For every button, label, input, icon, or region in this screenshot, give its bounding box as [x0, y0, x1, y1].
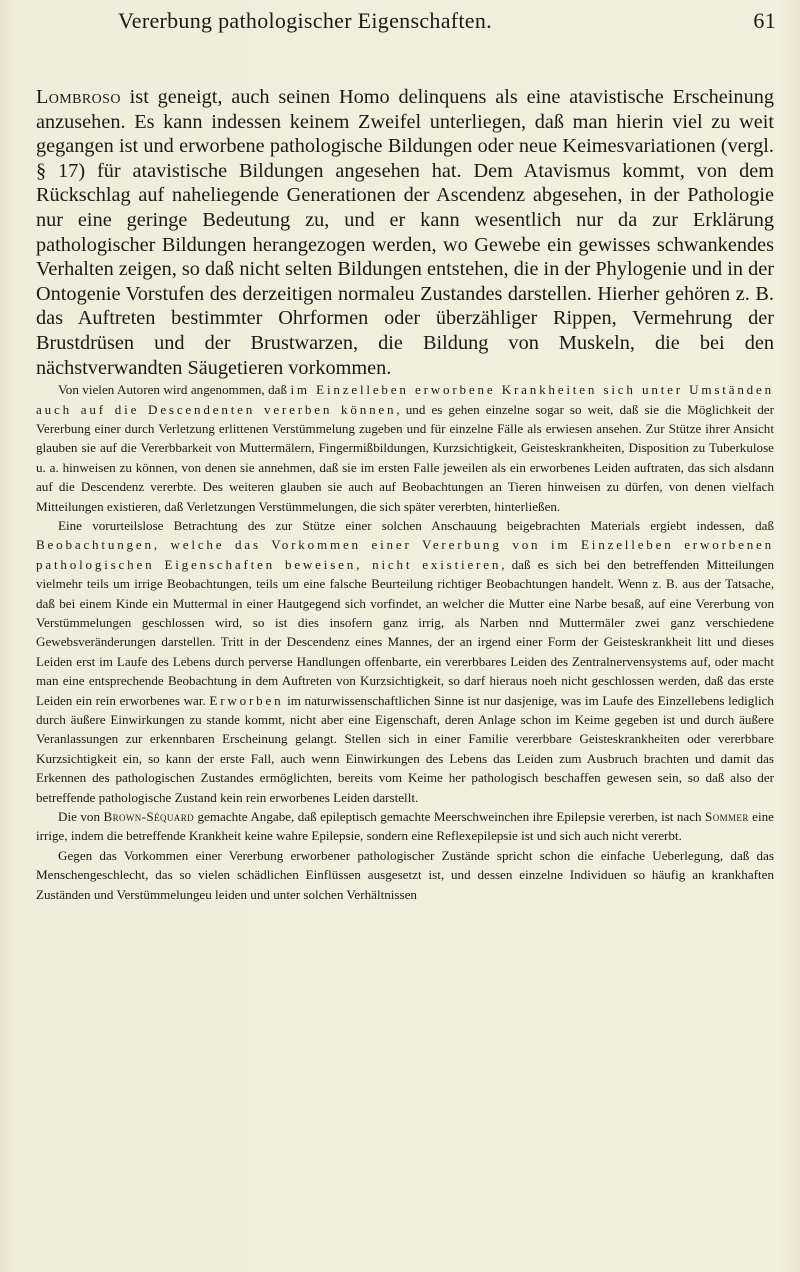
emphasized-text: Beobachtungen, welche das Vorkommen einer Vererbung von im Einzelleben erworbenen pathologischen Eigenschaften beweisen, nicht existieren [36, 537, 774, 572]
emphasized-text: Erworben [209, 692, 284, 708]
paragraph-inheritance-claims [36, 380, 774, 516]
paragraph-text: , und es gehen einzelne sogar so weit, daß sie die Möglichkeit der Vererbung einer durch Verletzung erlittenen Verstümmelung zugeben und für einzelne Fälle als erwiesen ansehen. Zur Stütze ihrer Ansicht glauben sie auf die Vererbbarkeit von Muttermälern, Fingermißbildungen, Kurzsichtigkeit, Geisteskrankheiten, Disposition zu Tuberkulose u. a. hinweisen zu können, von denen sie annehmen, daß sie im ersten Falle jeweilen als ein erworbenes Leiden auftraten, das sich alsdann auf die Descendenz vererbte. Des weiteren glauben sie auch auf Beobachtungen an Tieren hinweisen zu dürfen, von denen vielfach Mitteilungen existieren, daß Verletzungen Verstümmelungen, die sich später vererbten, hinterließen. [36, 401, 774, 514]
paragraph-brown-sequard [36, 807, 774, 846]
paragraph-argument [36, 846, 774, 904]
author-name: Brown-Séquard [103, 809, 195, 825]
paragraph-critique [36, 516, 774, 807]
paragraph-text: eine irrige, indem die betreffende Krankheit keine wahre Epilepsie, sondern eine Reflexepilepsie ist und sich auch nicht vererbt. [36, 809, 774, 844]
author-name: Lombroso [36, 86, 121, 108]
author-name: Sommer [705, 809, 749, 825]
paragraph-lombroso [36, 85, 774, 380]
paragraph-text: Gegen das Vorkommen einer Vererbung erworbener pathologischer Zustände spricht schon die einfache Ueberlegung, daß das Menschengeschlecht, das so vielen schädlichen Einflüssen ausgesetzt ist, und dessen einzelne Individuen so häufig an krankhaften Zuständen und Verstümmelungeu leiden und unter solchen Verhältnissen [36, 847, 774, 902]
running-header [118, 8, 776, 38]
paragraph-text: ist geneigt, auch seinen Homo delinquens als eine atavistische Erscheinung anzusehen. Es kann indessen keinem Zweifel unterliegen, daß man hierin viel zu weit gegangen ist und erworbene pathologische Bildungen oder neue Keimesvariationen (vergl. § 17) für atavistische Bildungen angesehen hat. Dem Atavismus kommt, von dem Rückschlag auf naheliegende Generationen der Ascendenz abgesehen, in der Pathologie nur eine geringe Bedeutung zu, und er kann wesentlich nur da zur Erklärung pathologischer Bildungen herangezogen werden, wo Gewebe ein gewisses schwankendes Verhalten zeigen, so daß nicht selten Bildungen entstehen, die in der Phylogenie und in der Ontogenie Vorstufen des derzeitigen normaleu Zustandes darstellen. Hierher gehören z. B. das Auftreten bestimmter Ohrformen oder überzähliger Rippen, Vermehrung der Brustdrüsen und der Brustwarzen, die Bildung von Muskeln, die bei den nächstverwandten Säugetieren vorkommen. [36, 86, 774, 379]
page-body [36, 85, 774, 904]
paragraph-text: gemachte Angabe, daß epileptisch gemachte Meerschweinchen ihre Epilepsie vererben, ist nach [194, 809, 706, 825]
emphasized-text: im Einzelleben erworbene Krankheiten sich unter Umständen auch auf die Descendenten vererben können [36, 382, 774, 417]
paragraph-text: Eine vorurteilslose Betrachtung des zur Stütze einer solchen Anschauung beigebrachten Materials ergiebt indessen, daß [58, 517, 774, 533]
running-title: Vererbung pathologischer Eigenschaften. [118, 8, 492, 33]
page-number: 61 [753, 8, 776, 33]
paragraph-text: Von vielen Autoren wird angenommen, daß [58, 382, 291, 398]
paragraph-text: im naturwissenschaftlichen Sinne ist nur dasjenige, was im Laufe des Einzellebens lediglich durch äußere Einwirkungen zu stande kommt, nicht aber eine Eigenschaft, deren Anlage schon im Keime gegeben ist und durch äußere Veranlassungen zur erkennbaren Erscheinung gelangt. Stellen sich in einer Familie vererbbare Geisteskrankheiten oder vererbbare Kurzsichtigkeit ein, so kann der erste Fall, auch wenn Einwirkungen des Lebens das Leiden zum Ausbruch brachten und damit das Erkennen des pathologischen Zustandes ermöglichten, bereits vom Keime her pathologisch beschaffen gewesen sein, so daß also der betreffende pathologische Zustand kein rein erworbenes Leiden darstellt. [36, 692, 774, 805]
paragraph-text: , daß es sich bei den betreffenden Mitteilungen vielmehr teils um irrige Beobachtungen, teils um eine falsche Beurteilung richtiger Beobachtungen handelt. Wenn z. B. aus der Tatsache, daß bei einem Kinde ein Muttermal in einer Hautgegend sich vorfindet, an welcher die Mutter eine Narbe besaß, auf eine Vererbung von Verstümmelungen geschlossen wird, so ist dies insofern ganz irrig, als Narben nnd Muttermäler zwei ganz verschiedene Gewebsveränderungen darstellen. Tritt in der Descendenz eines Mannes, der an irgend einer Form der Geisteskrankheit litt und dieses Leiden erst im Laufe des Lebens durch perverse Handlungen offenbarte, ein vererbbares Leiden des Zentralnervensystems auf, oder macht man eine entsprechende Beobachtung in dem Auftreten von Kurzsichtigkeit, so darf hieraus noeh nicht geschlossen werden, daß das erste Leiden ein rein erworbenes war. [36, 556, 774, 708]
paragraph-text: Die von [58, 809, 104, 825]
